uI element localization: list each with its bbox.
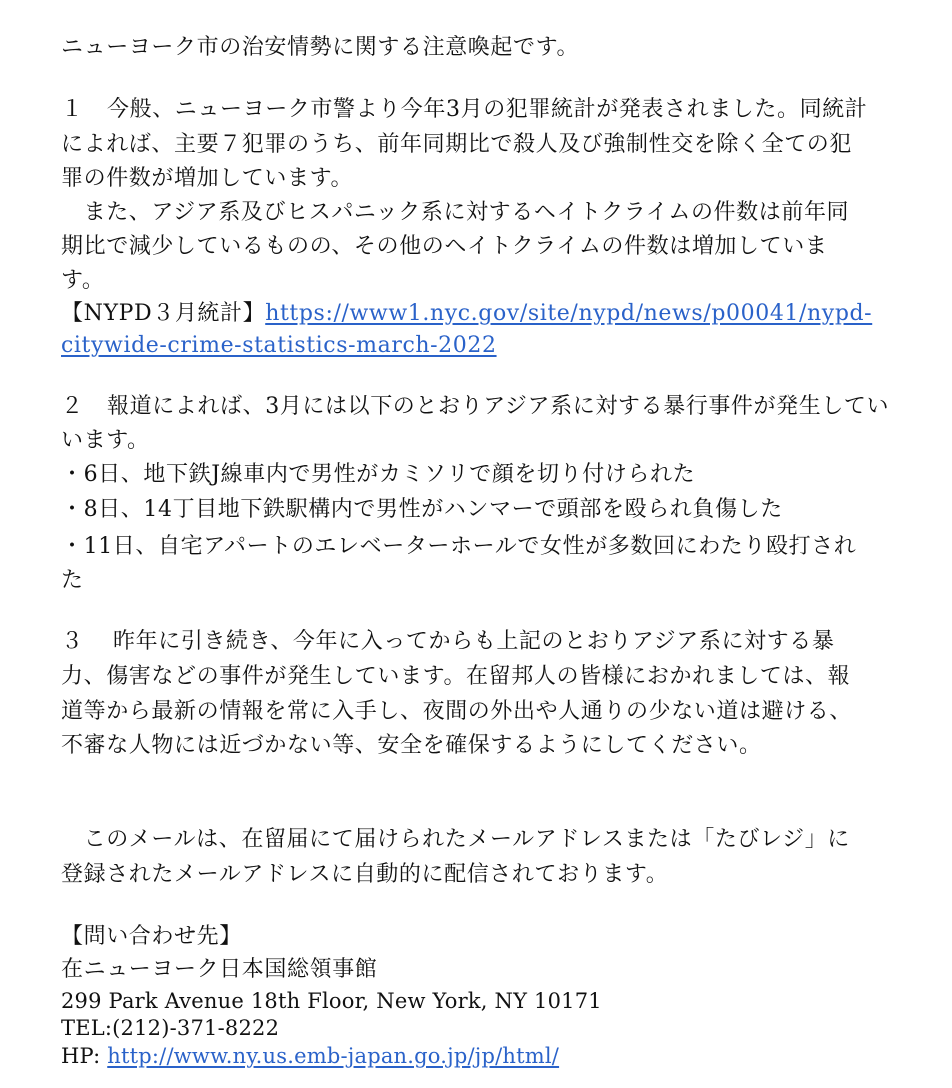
- section3-number: ３: [61, 629, 84, 654]
- section1-line6: す。: [61, 268, 105, 293]
- section2-number: ２: [61, 394, 84, 419]
- consulate-name: 在ニューヨーク日本国総領事館: [61, 957, 378, 982]
- contact-heading: 【問い合わせ先】: [61, 924, 242, 949]
- consulate-homepage: [61, 1041, 559, 1071]
- section1-number: １: [61, 97, 84, 122]
- nypd-stats-link[interactable]: https://www1.nyc.gov/site/nypd/news/p00041/nypd-: [265, 301, 873, 326]
- notice-line1: このメールは、在留届にて届けられたメールアドレスまたは「たびレジ」に: [61, 827, 850, 852]
- section3-line4: 不審な人物には近づかない等、安全を確保するようにしてください。: [61, 733, 762, 758]
- section2-line1: [61, 392, 889, 422]
- consulate-tel: TEL:(212)-371-8222: [61, 1016, 280, 1040]
- section3-line2: 力、傷害などの事件が発生しています。在留邦人の皆様におかれましては、報: [61, 664, 851, 689]
- homepage-link[interactable]: http://www.ny.us.emb-japan.go.jp/jp/html/: [107, 1044, 560, 1068]
- section2-line1-text: 報道によれば、3月には以下のとおりアジア系に対する暴行事件が発生してい: [107, 394, 890, 419]
- section1-line5: 期比で減少しているものの、その他のヘイトクライムの件数は増加していま: [61, 234, 828, 259]
- homepage-label: HP:: [61, 1044, 108, 1068]
- incident-bullet-3-cont: た: [61, 568, 84, 593]
- nypd-stats-link-line2[interactable]: citywide-crime-statistics-march-2022: [61, 333, 497, 358]
- section1-line1: [61, 95, 867, 125]
- incident-bullet-3: ・11日、自宅アパートのエレベーターホールで女性が多数回にわたり殴打され: [61, 534, 857, 559]
- section2-line2: います。: [61, 428, 150, 453]
- consulate-address: 299 Park Avenue 18th Floor, New York, NY 10171: [61, 989, 602, 1013]
- intro-text: ニューヨーク市の治安情勢に関する注意喚起です。: [61, 35, 580, 60]
- notice-line2: 登録されたメールアドレスに自動的に配信されております。: [61, 862, 669, 887]
- section3-line1: [61, 627, 834, 657]
- nypd-stats-reference: [61, 299, 872, 329]
- nypd-stats-link-cont: [61, 331, 497, 361]
- nypd-stats-label: 【NYPD３月統計】: [61, 301, 266, 326]
- section3-line3: 道等から最新の情報を常に入手し、夜間の外出や人通りの少ない道は避ける、: [61, 699, 853, 724]
- section1-line2: によれば、主要７犯罪のうち、前年同期比で殺人及び強制性交を除く全ての犯: [61, 132, 853, 157]
- incident-bullet-1: ・6日、地下鉄J線車内で男性がカミソリで顔を切り付けられた: [61, 462, 696, 487]
- section1-line1-text: 今般、ニューヨーク市警より今年3月の犯罪統計が発表されました。同統計: [107, 97, 868, 122]
- section1-line4: また、アジア系及びヒスパニック系に対するヘイトクライムの件数は前年同: [61, 200, 850, 225]
- section3-line1-text: 昨年に引き続き、今年に入ってからも上記のとおりアジア系に対する暴: [113, 629, 835, 654]
- incident-bullet-2: ・8日、14丁目地下鉄駅構内で男性がハンマーで頭部を殴られ負傷した: [61, 497, 783, 522]
- section1-line3: 罪の件数が増加しています。: [61, 166, 354, 191]
